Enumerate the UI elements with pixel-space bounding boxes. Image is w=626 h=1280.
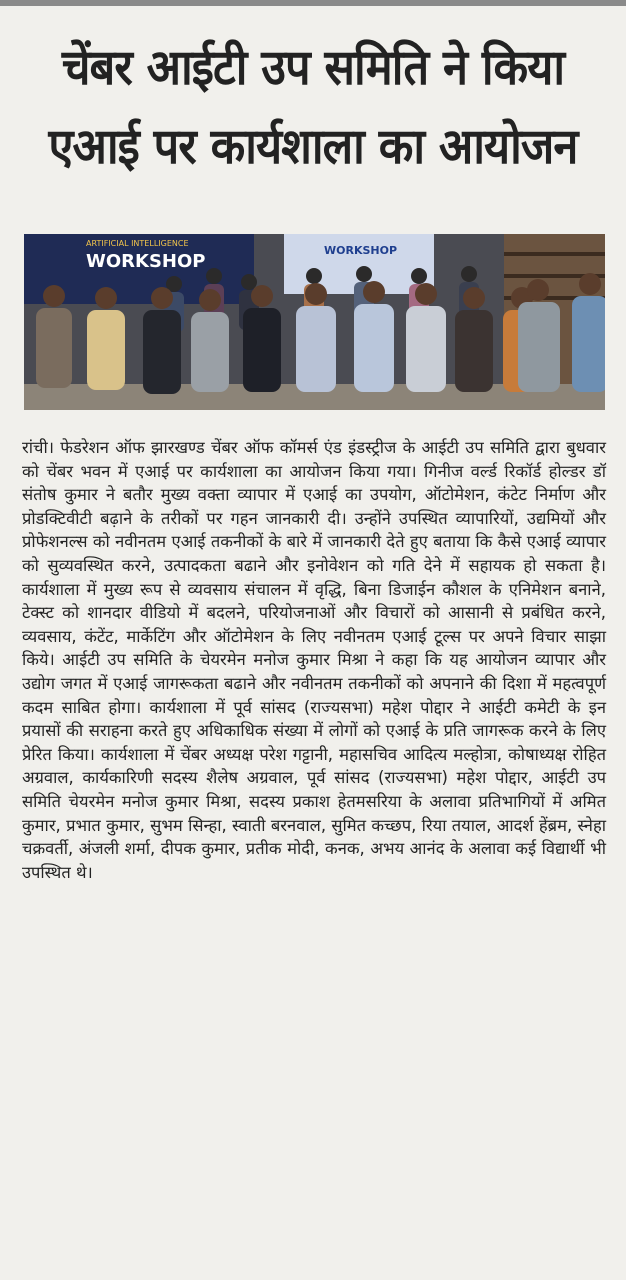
screen-title-text: WORKSHOP	[324, 244, 398, 257]
article-body: रांची। फेडरेशन ऑफ झारखण्ड चेंबर ऑफ कॉमर्स एंड इंडस्ट्रीज के आईटी उप समिति द्वारा बुधवार को चेंबर भवन में एआई पर कार्यशाला का आयोजन किया गया। गिनीज वर्ल्ड रिकॉर्ड होल्डर डॉ संतोष कुमार ने बतौर मुख्य वक्ता व्यापार में एआई का उपयोग, ऑटोमेशन, कंटेट निर्माण और प्रोडक्टिवीटी बढ़ाने के तरीकों पर गहन जानकारी दी। उन्होंने उपस्थित व्यापारियों, उद्यमियों और प्रोफेशनल्स को नवीनतम एआई तकनीकों के बारे में जानकारी देते हुए बताया कि कैसे एआई व्यापार को सुव्यवस्थित करने, उत्पादकता बढाने और इनोवेशन को गति देने में सहायक हो सकता है। कार्यशाला में मुख्य रूप से व्यवसाय संचालन में वृद्धि, बिना डिजाईन कौशल के एनिमेशन बनाने, टेक्स्ट को शानदार वीडियो में बदलने, परियोजनाओं और विचारों को आसानी से प्रबंधित करने, व्यवसाय, कंटेंट, मार्केटिंग और ऑटोमेशन के लिए नवीनतम एआई टूल्स पर अपने विचार साझा किये। आईटी उप समिति के चेयरमेन मनोज कुमार मिश्रा ने कहा कि यह आयोजन व्यापार और उद्योग जगत में एआई जागरूकता बढाने और नवीनतम तकनीकों को अपनाने की दिशा में महत्वपूर्ण कदम साबित होगा। कार्यशाला में पूर्व सांसद (राज्यसभा) महेश पोद्दार ने आईटी कमेटी के इन प्रयासों की सराहना करते हुए अधिकाधिक संख्या में लोगों को एआई के प्रति जागरूक करने के लिए प्रेरित किया। कार्यशाला में चेंबर अध्यक्ष परेश गट्टानी, महासचिव आदित्य मल्होत्रा, कोषाध्यक्ष रोहित अग्रवाल, कार्यकारिणी सदस्य शैलेष अग्रवाल, पूर्व सांसद (राज्यसभा) महेश पोद्दार, आईटी उप समिति चेयरमेन मनोज कुमार मिश्रा, सदस्य प्रकाश हेतमसरिया के अलावा प्रतिभागियों में अमित कुमार, प्रभात कुमार, सुभम सिन्हा, स्वाती बरनवाल, सुमित कच्छप, रिया तयाल, आदर्श हेंब्रम, स्नेहा चक्रवर्ती, अंजली शर्मा, दीपक कुमार, प्रतीक मोदी, कनक, अभय आनंद के अलावा कई विद्यार्थी भी उपस्थित थे।	[22, 438, 606, 882]
headline-line-1: चेंबर आईटी उप समिति ने किया	[61, 39, 565, 96]
page-top-rule	[0, 0, 626, 6]
headline-line-2: एआई पर कार्यशाला का आयोजन	[48, 118, 578, 175]
banner-title-text: WORKSHOP	[86, 251, 206, 272]
banner-small-text: ARTIFICIAL INTELLIGENCE	[86, 239, 189, 248]
group-photo	[24, 234, 605, 410]
headline	[14, 28, 612, 186]
